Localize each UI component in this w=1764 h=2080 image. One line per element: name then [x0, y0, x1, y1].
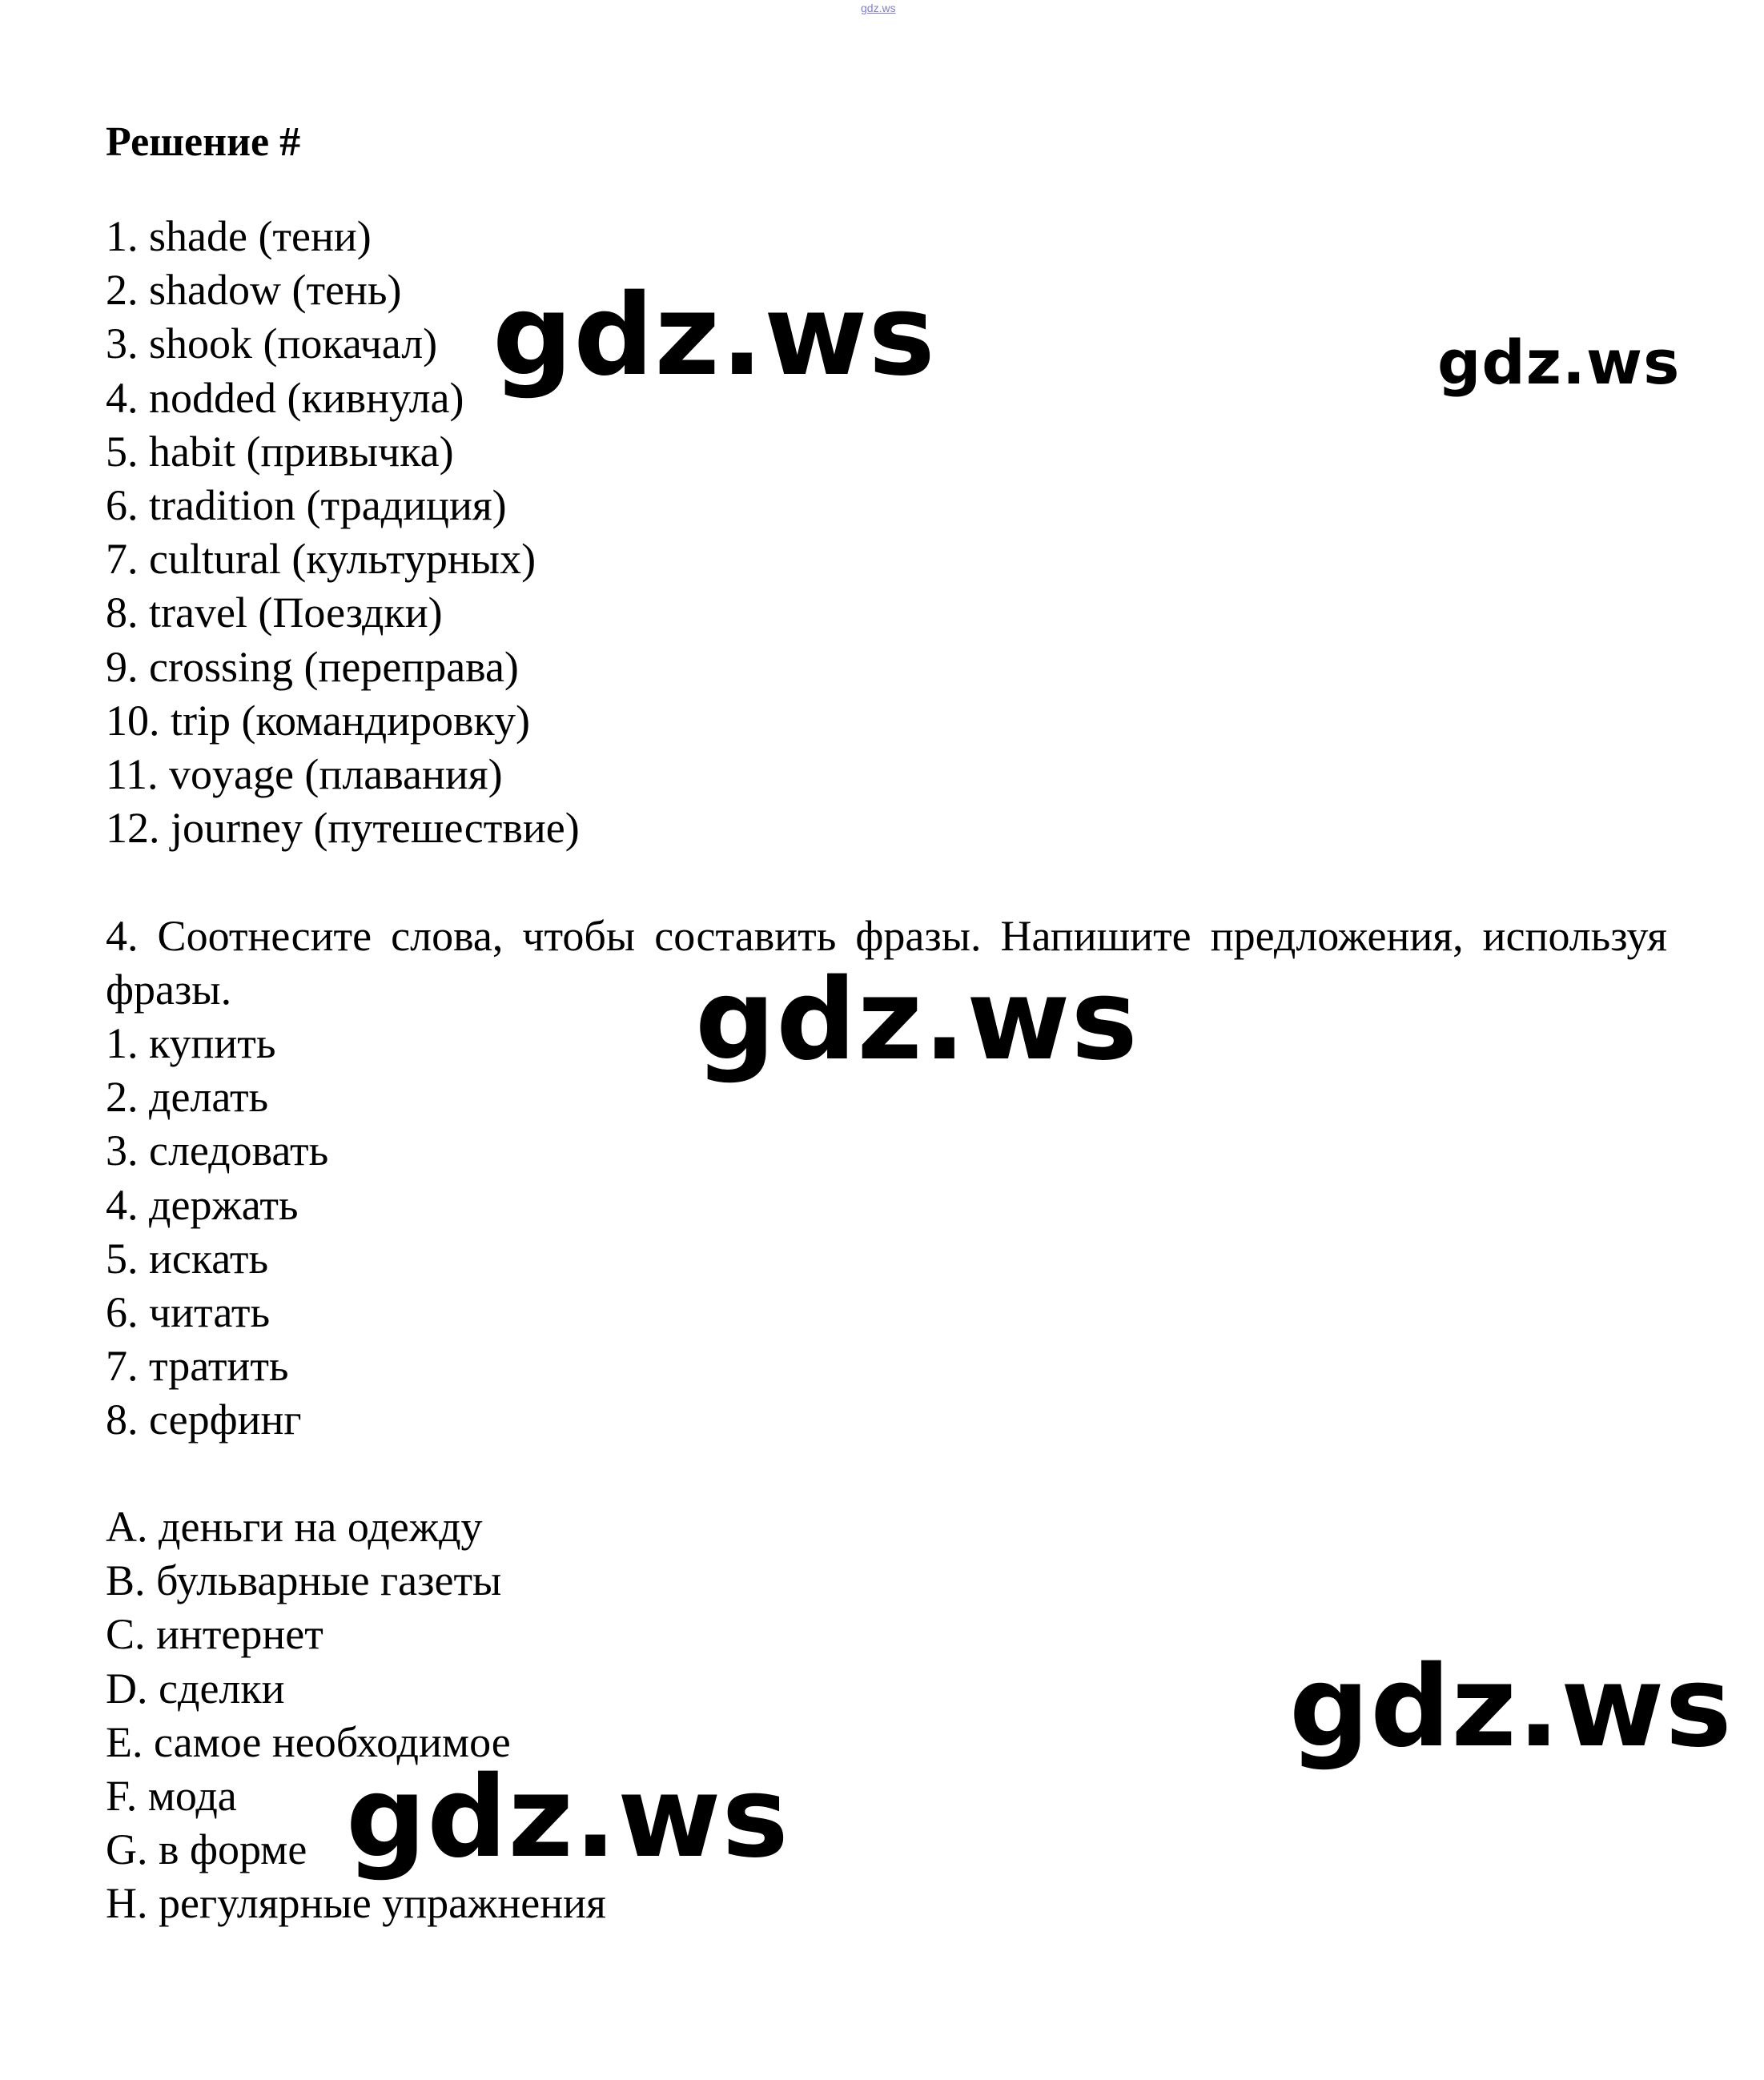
noun-item: C. интернет [106, 1610, 323, 1659]
answer-item: 8. travel (Поездки) [106, 588, 443, 637]
answer-item: 3. shook (покачал) [106, 319, 438, 368]
answer-item: 7. cultural (культурных) [106, 535, 536, 584]
answer-item: 11. voyage (плавания) [106, 750, 503, 799]
noun-item: E. самое необходимое [106, 1717, 511, 1766]
verb-item: 2. делать [106, 1073, 269, 1122]
verb-item: 7. тратить [106, 1342, 289, 1391]
verb-item: 3. следовать [106, 1126, 329, 1175]
noun-item: H. регулярные упражнения [106, 1879, 606, 1928]
answer-item: 5. habit (привычка) [106, 427, 454, 476]
answer-item: 9. crossing (переправа) [106, 642, 519, 691]
answer-item: 10. trip (командировку) [106, 696, 530, 745]
answer-item: 2. shadow (тень) [106, 266, 402, 315]
verb-item: 5. искать [106, 1234, 269, 1283]
noun-item: F. мода [106, 1772, 237, 1821]
verb-item: 8. серфинг [106, 1395, 302, 1444]
answer-item: 4. nodded (кивнула) [106, 373, 464, 422]
verb-item: 4. держать [106, 1180, 299, 1229]
answer-item: 1. shade (тени) [106, 212, 372, 260]
answer-item: 12. journey (путешествие) [106, 804, 580, 853]
solution-heading: Решение # [106, 119, 301, 165]
noun-item: A. деньги на одежду [106, 1503, 483, 1551]
watermark: gdz.ws [1437, 327, 1681, 398]
watermark: gdz.ws [1289, 1642, 1733, 1773]
top-watermark-link[interactable]: gdz.ws [861, 2, 896, 14]
watermark: gdz.ws [346, 1753, 790, 1883]
verb-item: 6. читать [106, 1288, 271, 1337]
task-title: 4. Соотнесите слова, чтобы составить фразы. Напишите предложения, используя фразы. [106, 912, 1667, 1014]
noun-item: D. сделки [106, 1664, 285, 1713]
noun-item: B. бульварные газеты [106, 1556, 502, 1605]
watermark: gdz.ws [695, 955, 1139, 1086]
watermark: gdz.ws [492, 271, 936, 401]
verbs-list [106, 1017, 328, 1448]
noun-item: G. в форме [106, 1825, 307, 1874]
verb-item: 1. купить [106, 1019, 276, 1067]
answer-item: 6. tradition (традиция) [106, 481, 507, 530]
